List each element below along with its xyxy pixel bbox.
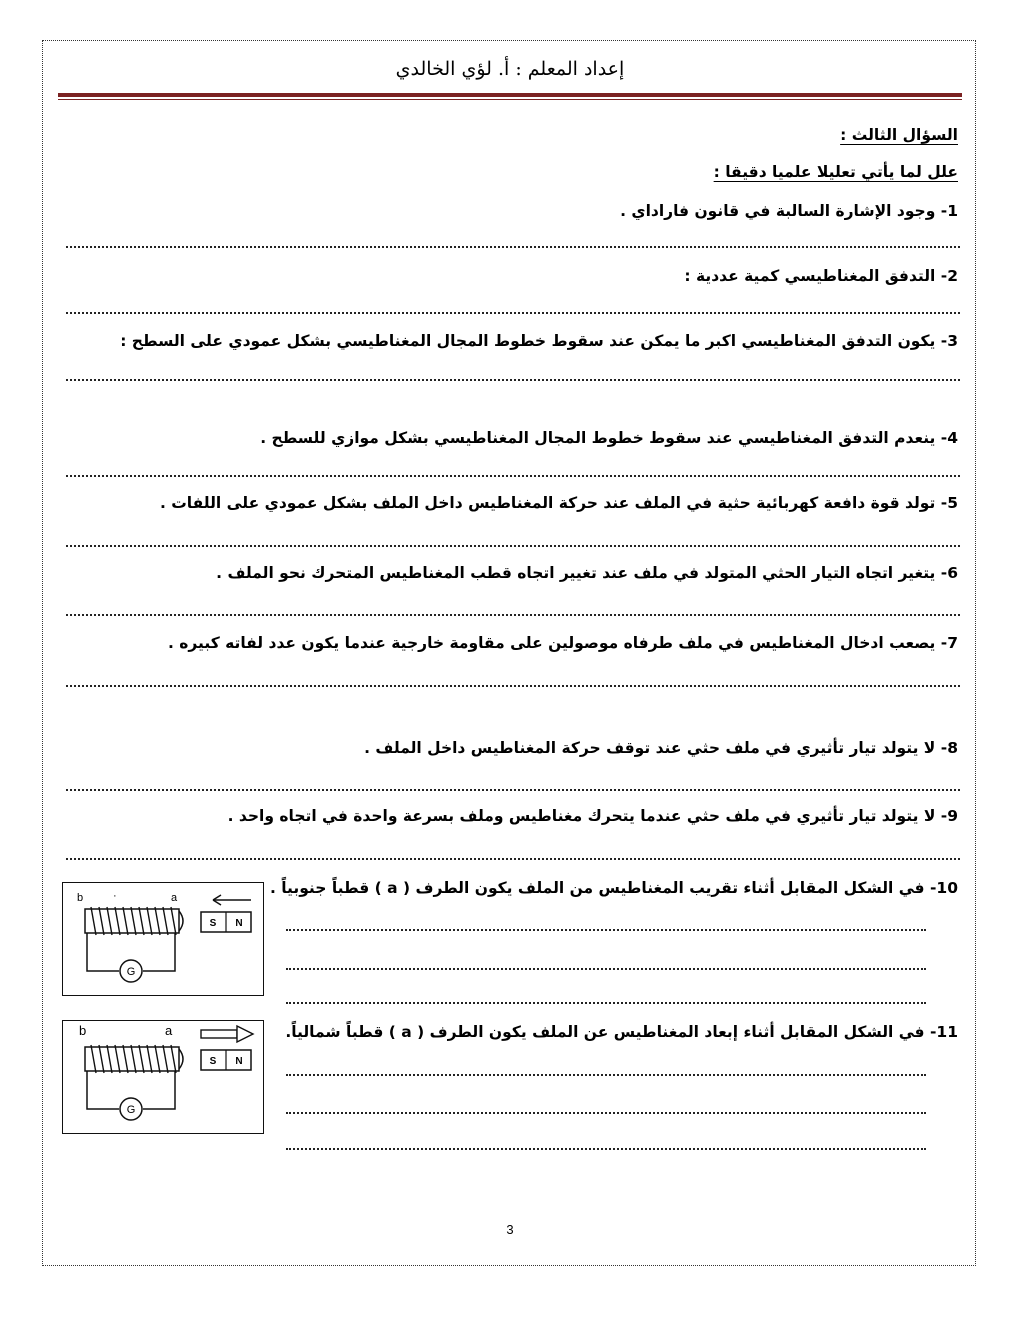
coil-windings (91, 907, 176, 935)
svg-text:S: S (209, 918, 217, 929)
answer-line[interactable] (66, 312, 960, 314)
header-rule (58, 93, 962, 97)
question-5: 5- تولد قوة دافعة كهربائية حثية في الملف عند حركة المغناطيس داخل الملف بشكل عمودي على اللفات . (159, 494, 958, 512)
author-header: إعداد المعلم : أ. لؤي الخالدي (395, 58, 625, 80)
question-7: 7- يصعب ادخال المغناطيس في ملف طرفاه موصولين على مقاومة خارجية عندما يكون عدد لفاته كبيره . (167, 634, 958, 652)
question-11: 11- في الشكل المقابل أثناء إبعاد المغناطيس عن الملف يكون الطرف ( a ) قطباً شمالياً. (285, 1023, 958, 1041)
answer-line[interactable] (66, 545, 960, 547)
answer-line[interactable] (286, 1074, 926, 1076)
question-3: 3- يكون التدفق المغناطيسي اكبر ما يمكن عند سقوط خطوط المجال المغناطيسي بشكل عمودي على السطح : (120, 332, 958, 350)
answer-line[interactable] (286, 968, 926, 970)
question-10: 10- في الشكل المقابل أثناء تقريب المغناطيس من الملف يكون الطرف ( a ) قطباً جنوبياً . (269, 879, 958, 897)
circuit-wire (87, 1071, 119, 1109)
page-number: 3 (506, 1222, 514, 1237)
answer-line[interactable] (66, 475, 960, 477)
coil-dot: · (113, 890, 117, 902)
coil-end-b-label: b (77, 892, 84, 904)
answer-line[interactable] (66, 246, 960, 248)
svg-text:S: S (209, 1056, 217, 1067)
svg-text:N: N (235, 918, 243, 929)
section-instruction: علل لما يأتي تعليلا علميا دقيقا : (713, 163, 958, 181)
header-rule-thin (58, 99, 962, 100)
figure-magnet-recede (62, 1020, 264, 1134)
coil-end-b-label: b (79, 1023, 87, 1038)
answer-line[interactable] (66, 858, 960, 860)
answer-line[interactable] (286, 1112, 926, 1114)
answer-line[interactable] (66, 789, 960, 791)
circuit-wire (87, 933, 119, 971)
question-9: 9- لا يتولد تيار تأثيري في ملف حثي عندما يتحرك مغناطيس وملف بسرعة واحدة في اتجاه واحد . (227, 807, 958, 825)
svg-text:N: N (235, 1056, 243, 1067)
coil-diagram (63, 1021, 263, 1133)
svg-text:G: G (126, 1104, 136, 1116)
question-6: 6- يتغير اتجاه التيار الحثي المتولد في ملف عند تغيير اتجاه قطب المغناطيس المتحرك نحو الملف . (216, 564, 958, 582)
section-title: السؤال الثالث : (840, 126, 958, 144)
answer-line[interactable] (286, 1002, 926, 1004)
coil-diagram (63, 883, 263, 995)
question-2: 2- التدفق المغناطيسي كمية عددية : (684, 267, 958, 285)
circuit-wire (143, 933, 175, 971)
answer-line[interactable] (66, 685, 960, 687)
question-4: 4- ينعدم التدفق المغناطيسي عند سقوط خطوط المجال المغناطيسي بشكل موازي للسطح . (260, 429, 958, 447)
answer-line[interactable] (66, 379, 960, 381)
answer-line[interactable] (286, 1148, 926, 1150)
circuit-wire (143, 1071, 175, 1109)
coil-end-a-label: a (171, 892, 178, 904)
coil-end-a-label: a (165, 1023, 173, 1038)
answer-line[interactable] (286, 929, 926, 931)
motion-arrow-icon (201, 1030, 237, 1038)
question-8: 8- لا يتولد تيار تأثيري في ملف حثي عند توقف حركة المغناطيس داخل الملف . (364, 739, 958, 757)
answer-line[interactable] (66, 614, 960, 616)
coil-windings (91, 1045, 176, 1073)
figure-magnet-approach (62, 882, 264, 996)
svg-text:G: G (126, 966, 136, 978)
question-1: 1- وجود الإشارة السالبة في قانون فاراداي . (620, 202, 958, 220)
